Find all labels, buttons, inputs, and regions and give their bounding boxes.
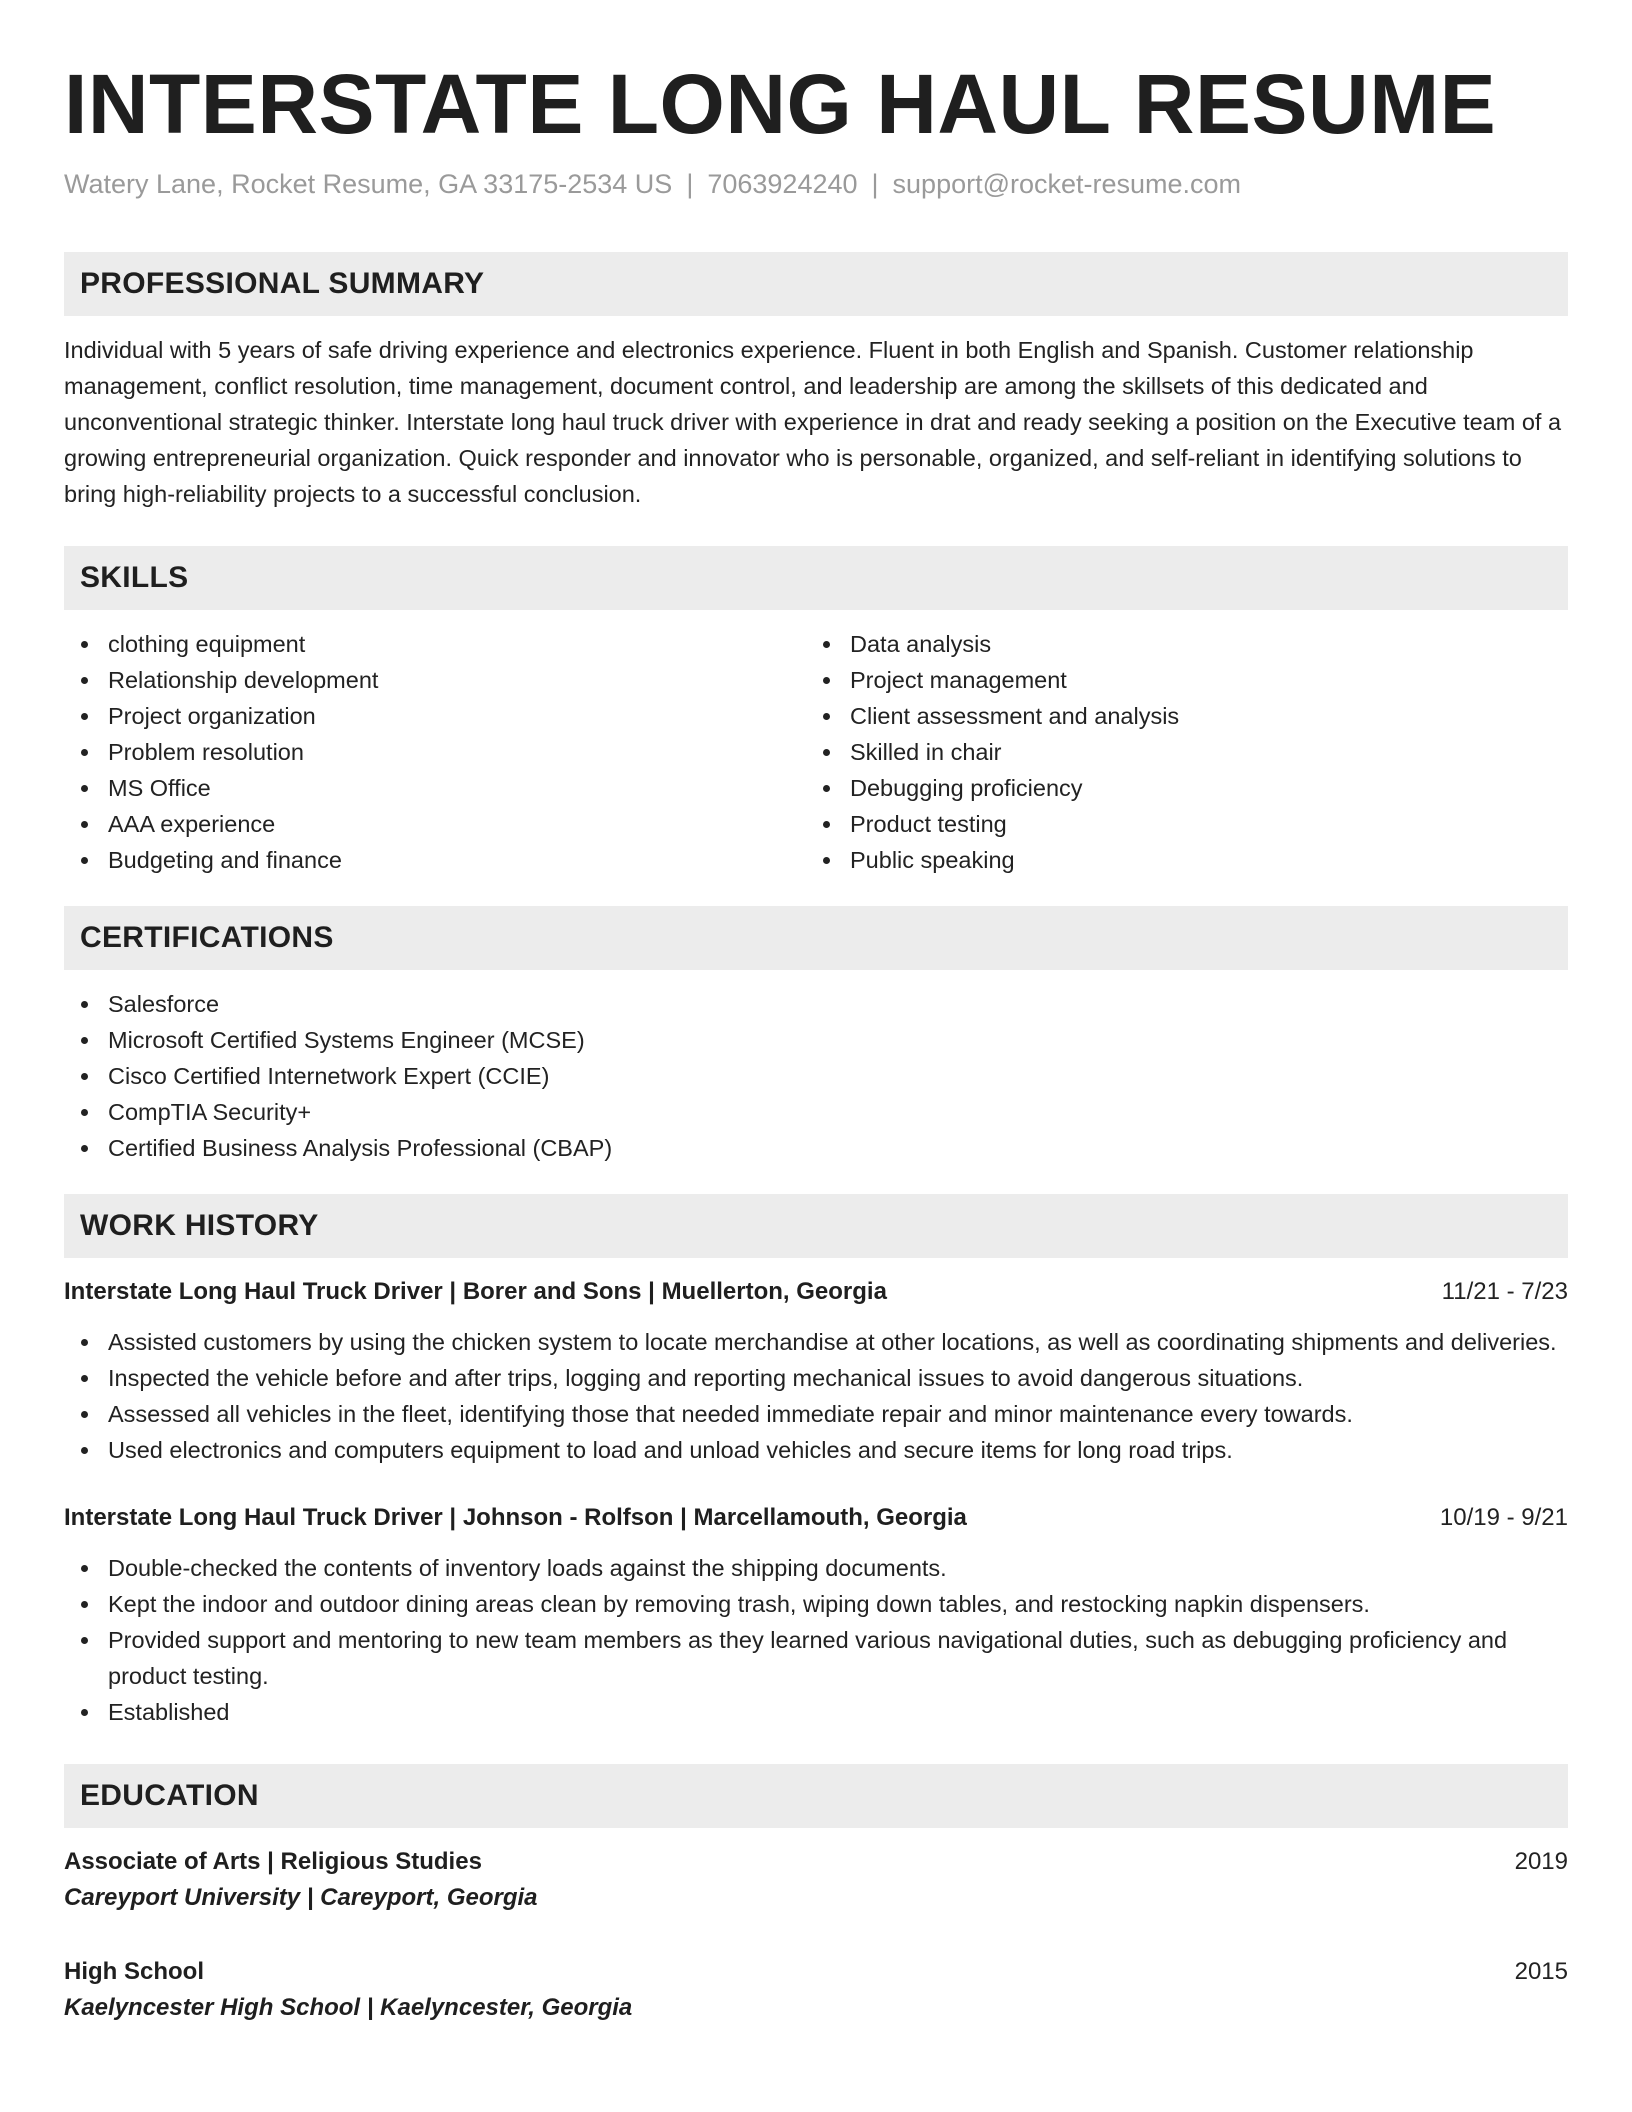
job-duty: Established	[64, 1694, 1568, 1730]
school-name: Careyport University | Careyport, Georgia	[64, 1884, 538, 1911]
skill-item: Project management	[806, 662, 1548, 698]
skill-item: clothing equipment	[64, 626, 806, 662]
education-entry	[64, 1954, 1568, 2026]
job-dates: 11/21 - 7/23	[1441, 1278, 1568, 1305]
skill-item: Relationship development	[64, 662, 806, 698]
degree-title: Associate of Arts | Religious Studies	[64, 1848, 482, 1875]
job-duties-list	[64, 1324, 1568, 1468]
skill-item: Problem resolution	[64, 734, 806, 770]
certification-item: Microsoft Certified Systems Engineer (MCSE)	[64, 1022, 1568, 1058]
section-heading-work-history: WORK HISTORY	[64, 1194, 1568, 1258]
skill-item: MS Office	[64, 770, 806, 806]
school-name: Kaelyncester High School | Kaelyncester, Georgia	[64, 1994, 633, 2021]
education-title-row	[64, 1844, 1568, 1880]
certification-item: CompTIA Security+	[64, 1094, 1568, 1130]
job-duty: Assisted customers by using the chicken system to locate merchandise at other locations, as well as coordinating shipments and deliveries.	[64, 1324, 1568, 1360]
certification-item: Certified Business Analysis Professional (CBAP)	[64, 1130, 1568, 1166]
skill-item: Skilled in chair	[806, 734, 1548, 770]
contact-email: support@rocket-resume.com	[892, 169, 1242, 199]
job-entry	[64, 1500, 1568, 1730]
skills-column-right	[806, 626, 1548, 878]
education-title-row	[64, 1954, 1568, 1990]
section-heading-certifications: CERTIFICATIONS	[64, 906, 1568, 970]
job-duty: Provided support and mentoring to new team members as they learned various navigational duties, such as debugging proficiency and product testing.	[64, 1622, 1568, 1694]
job-duties-list	[64, 1550, 1568, 1730]
contact-address: Watery Lane, Rocket Resume, GA 33175-2534 US	[64, 169, 673, 199]
contact-separator: |	[871, 169, 879, 199]
skill-item: Public speaking	[806, 842, 1548, 878]
skill-item: Debugging proficiency	[806, 770, 1548, 806]
graduation-year: 2019	[1514, 1848, 1568, 1875]
resume-title: INTERSTATE LONG HAUL RESUME	[64, 57, 1497, 151]
section-heading-education: EDUCATION	[64, 1764, 1568, 1828]
job-dates: 10/19 - 9/21	[1439, 1504, 1568, 1531]
job-duty: Inspected the vehicle before and after trips, logging and reporting mechanical issues to avoid dangerous situations.	[64, 1360, 1568, 1396]
job-entry	[64, 1274, 1568, 1468]
contact-phone: 7063924240	[707, 169, 858, 199]
summary-text: Individual with 5 years of safe driving experience and electronics experience. Fluent in both English and Spanish. Customer relationship management, conflict resolution, time management, document control, and leadership are among the skillsets of this dedicated and unconventional strategic thinker. Interstate long haul truck driver with experience in drat and ready seeking a position on the Executive team of a growing entrepreneurial organization. Quick responder and innovator who is personable, organized, and self-reliant in identifying solutions to bring high-reliability projects to a successful conclusion.	[64, 337, 1562, 507]
job-title-row	[64, 1500, 1568, 1536]
skill-item: Product testing	[806, 806, 1548, 842]
graduation-year: 2015	[1514, 1958, 1568, 1985]
skills-grid	[64, 626, 1568, 878]
skill-item: Project organization	[64, 698, 806, 734]
job-duty: Kept the indoor and outdoor dining areas clean by removing trash, wiping down tables, and restocking napkin dispensers.	[64, 1586, 1568, 1622]
section-heading-summary: PROFESSIONAL SUMMARY	[64, 252, 1568, 316]
certifications-list	[64, 986, 1568, 1166]
skill-item: AAA experience	[64, 806, 806, 842]
skills-column-left	[64, 626, 806, 878]
job-title: Interstate Long Haul Truck Driver | Johnson - Rolfson | Marcellamouth, Georgia	[64, 1504, 967, 1531]
skill-item: Data analysis	[806, 626, 1548, 662]
contact-line	[64, 166, 1568, 202]
job-duty: Used electronics and computers equipment to load and unload vehicles and secure items for long road trips.	[64, 1432, 1568, 1468]
certification-item: Salesforce	[64, 986, 1568, 1022]
skill-item: Budgeting and finance	[64, 842, 806, 878]
job-duty: Assessed all vehicles in the fleet, identifying those that needed immediate repair and minor maintenance every towards.	[64, 1396, 1568, 1432]
degree-title: High School	[64, 1958, 204, 1985]
resume-page	[64, 56, 1568, 2026]
job-duty: Double-checked the contents of inventory loads against the shipping documents.	[64, 1550, 1568, 1586]
contact-separator: |	[686, 169, 694, 199]
job-title-row	[64, 1274, 1568, 1310]
job-title: Interstate Long Haul Truck Driver | Borer and Sons | Muellerton, Georgia	[64, 1278, 887, 1305]
certification-item: Cisco Certified Internetwork Expert (CCIE)	[64, 1058, 1568, 1094]
section-heading-skills: SKILLS	[64, 546, 1568, 610]
skill-item: Client assessment and analysis	[806, 698, 1548, 734]
education-entry	[64, 1844, 1568, 1916]
